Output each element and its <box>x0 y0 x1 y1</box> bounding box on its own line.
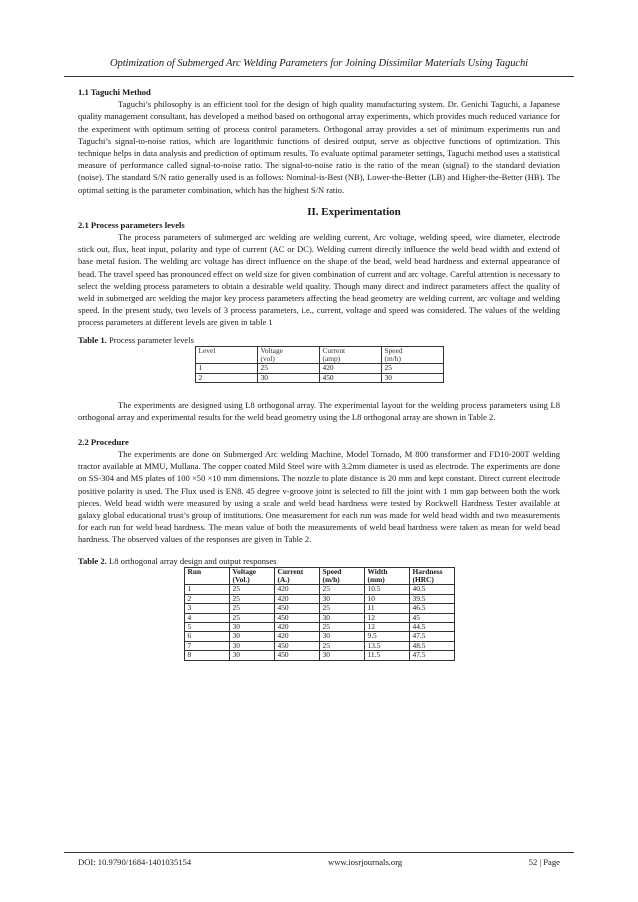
table-cell: 25 <box>319 604 364 613</box>
table-cell: 12 <box>364 622 409 631</box>
table-cell: 30 <box>229 632 274 641</box>
table2-header-cell: Current (A.) <box>274 567 319 585</box>
table-cell: 44.5 <box>409 622 454 631</box>
table1-header-row <box>195 346 443 364</box>
table-cell: 2 <box>195 373 257 382</box>
table-cell: 450 <box>319 373 381 382</box>
table-cell: 450 <box>274 613 319 622</box>
table-cell: 30 <box>319 632 364 641</box>
table2-header-cell: Speed (m/h) <box>319 567 364 585</box>
table2-caption-label: Table 2. <box>78 555 107 566</box>
table-cell: 11.5 <box>364 651 409 660</box>
table-cell: 30 <box>257 373 319 382</box>
table-cell: 40.5 <box>409 585 454 594</box>
table-cell: 11 <box>364 604 409 613</box>
section-heading-2-1: 2.1 Process parameters levels <box>78 219 185 230</box>
table-cell: 13.5 <box>364 641 409 650</box>
table-cell: 1 <box>184 585 229 594</box>
table2-header-row <box>184 567 454 585</box>
table-cell: 30 <box>229 622 274 631</box>
table-cell: 46.5 <box>409 604 454 613</box>
table-cell: 25 <box>319 585 364 594</box>
table-row <box>184 585 454 594</box>
table-cell: 30 <box>319 594 364 603</box>
table-cell: 25 <box>381 364 443 373</box>
table1-header-cell: Speed (m/h) <box>381 346 443 364</box>
table-cell: 25 <box>229 594 274 603</box>
procedure-paragraph: The experiments are done on Submerged Arc welding Machine, Model Tornado, M 800 transformer and FD10-200T welding tractor available at MMU, Mullana. The copper coated Mild Steel wire with 3.2mm diameter is used as electrode. The experiments are done on SS-304 and MS plates of 100 ×50 ×10 mm dimensions. The nozzle to plate distance is 20 mm and kept constant. Direct current electrode positive polarity is used. The Flux used is EN8. 45 degree v-groove joint is selected to fill the joint with 1 mm gap between both the work pieces. Weld bead width were measured by using a scale and weld bead hardness were tested by Rockwell Hardness Tester available at galaxy global educational trust’s group of institutions. One measurement for each run was made for weld bead width and two measurements for each run for weld bead hardness. The mean value of both the measurements of weld bead hardness were taken as mean for weld bead hardness. The observed values of the responses are given in Table 2. <box>78 448 560 545</box>
table2-caption-text: L8 orthogonal array design and output responses <box>106 555 277 566</box>
table-cell: 4 <box>184 613 229 622</box>
table-cell: 30 <box>381 373 443 382</box>
table-cell: 25 <box>319 622 364 631</box>
table-cell: 25 <box>229 604 274 613</box>
table2-caption <box>78 556 560 567</box>
page-content <box>78 86 560 661</box>
table-cell: 7 <box>184 641 229 650</box>
header-rule <box>64 76 574 77</box>
table1-process-parameter-levels <box>195 346 444 384</box>
table-cell: 1 <box>195 364 257 373</box>
section-heading-experimentation: II. Experimentation <box>307 205 401 218</box>
table-row <box>184 632 454 641</box>
footer-page-number: 52 | Page <box>528 857 560 867</box>
table-cell: 25 <box>319 641 364 650</box>
taguchi-paragraph: Taguchi’s philosophy is an efficient tool for the design of high quality manufacturing system. Dr. Genichi Taguchi, a Japanese quality management consultant, has developed a method based on orthogonal array experiments, which provides much reduced variance for the experiment with optimum setting of process control parameters. Orthogonal array provides a set of minimum experiments run and Taguchi’s signal-to-noise ratios, which are logarithmic functions of desired output, serve as objective functions of optimization. This technique helps in data analysis and prediction of optimum results. To evaluate optimal parameter settings, Taguchi method uses a statistical measure of performance called signal-to-noise ratio. The signal-to-noise ratio is the ratio of the mean (signal) to the standard deviation (noise). The standard S/N ratio generally used is as follows: Nominal-is-Best (NB), Lower-the-Better (LB) and Higher-the-Better (HB). The optimal setting is the parameter combination, which has the highest S/N ratio. <box>78 99 560 195</box>
l8-design-paragraph: The experiments are designed using L8 orthogonal array. The experimental layout for the welding process parameters using L8 orthogonal array and experimental results for the weld bead geometry using the L8 orthogonal array are shown in Table 2. <box>78 400 560 423</box>
running-title: Optimization of Submerged Arc Welding Parameters for Joining Dissimilar Materials Using Taguchi <box>109 58 529 69</box>
footer-rule <box>64 852 574 853</box>
table-cell: 39.5 <box>409 594 454 603</box>
table-cell: 25 <box>257 364 319 373</box>
table-cell: 30 <box>319 651 364 660</box>
table-row <box>184 604 454 613</box>
table-cell: 30 <box>229 651 274 660</box>
table2-header-cell: Run <box>184 567 229 585</box>
table-row <box>184 651 454 660</box>
footer-website: www.iosrjournals.org <box>328 857 403 867</box>
table-cell: 6 <box>184 632 229 641</box>
table1-caption-text: Process parameter levels <box>106 334 194 345</box>
process-parameters-paragraph: The process parameters of submerged arc welding are welding current, Arc voltage, welding speed, wire diameter, electrode stick out, flux, heat input, polarity and type of current (AC or DC). Welding current directly influence the weld bead width and extend of base metal fusion. The welding arc voltage has direct influence on the shape of the bead, weld bead hardness and external appearance of bead. The travel speed has pronounced effect on weld size for given combination of current and arc voltage. Careful attention is necessary to select the welding process parameters to obtain a desirable weld quality. Though many direct and indirect parameters affect the quality of weld in submerged arc welding the major key process parameters affecting the bead geometry are welding current, arc voltage and welding speed. In the present study, two levels of 3 process parameters, i.e., current, voltage and speed was considered. The values of the welding process parameters at different levels are given in table 1 <box>78 232 560 328</box>
section-heading-1-1: 1.1 Taguchi Method <box>78 87 151 97</box>
table-cell: 48.5 <box>409 641 454 650</box>
table-cell: 25 <box>229 613 274 622</box>
table-cell: 3 <box>184 604 229 613</box>
table-cell: 8 <box>184 651 229 660</box>
table2-header-cell: Voltage (Vol.) <box>229 567 274 585</box>
table-cell: 47.5 <box>409 651 454 660</box>
table-cell: 420 <box>274 594 319 603</box>
table1-caption-label: Table 1. <box>78 334 107 345</box>
table2-body <box>184 585 454 660</box>
table-cell: 420 <box>274 632 319 641</box>
table-cell: 12 <box>364 613 409 622</box>
table1-caption <box>78 335 560 346</box>
table-cell: 30 <box>229 641 274 650</box>
table-cell: 9.5 <box>364 632 409 641</box>
table-cell: 5 <box>184 622 229 631</box>
table2-l8-orthogonal-array <box>184 567 455 661</box>
table-cell: 450 <box>274 604 319 613</box>
table-cell: 47.5 <box>409 632 454 641</box>
table-cell: 2 <box>184 594 229 603</box>
table-cell: 450 <box>274 641 319 650</box>
table-cell: 10 <box>364 594 409 603</box>
table1-header-cell: Voltage (vol) <box>257 346 319 364</box>
table2-header-cell: Width (mm) <box>364 567 409 585</box>
table2-header-cell: Hardness (HRC) <box>409 567 454 585</box>
table1-header-cell: Level <box>195 346 257 364</box>
table-cell: 420 <box>274 585 319 594</box>
section-heading-2-2: 2.2 Procedure <box>78 436 129 447</box>
table-cell: 420 <box>319 364 381 373</box>
table-row <box>195 364 443 373</box>
table-cell: 420 <box>274 622 319 631</box>
table1-header-cell: Current (amp) <box>319 346 381 364</box>
table-cell: 450 <box>274 651 319 660</box>
table-cell: 10.5 <box>364 585 409 594</box>
table-row <box>195 373 443 382</box>
footer-doi: DOI: 10.9790/1684-1401035154 <box>78 857 192 867</box>
table-cell: 30 <box>319 613 364 622</box>
table-cell: 45 <box>409 613 454 622</box>
table-cell: 25 <box>229 585 274 594</box>
